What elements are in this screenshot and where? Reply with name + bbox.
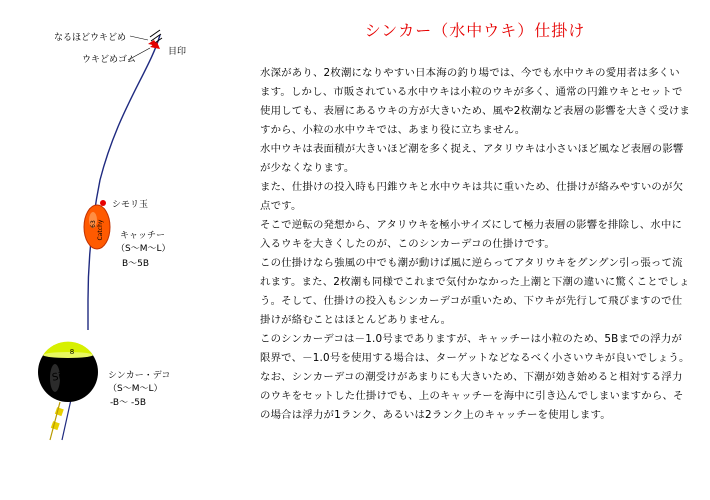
label-ukidome-gomu: ウキどめゴム [82, 55, 137, 65]
label-catcher-range: B～5B [122, 259, 150, 269]
sinker-number: 8 [69, 348, 75, 356]
label-catcher-name: キャッチー [120, 231, 166, 241]
label-mejirushi: 目印 [168, 47, 187, 57]
fishing-line [88, 35, 160, 330]
label-sinker-sizes: （S～M～L） [108, 384, 163, 394]
sinker-float-icon [38, 342, 98, 402]
label-naruhodo: なるほどウキどめ [54, 33, 127, 43]
catcher-float-icon [84, 205, 110, 249]
page-title: シンカー（水中ウキ）仕掛け [364, 21, 586, 40]
catcher-number: 63 [90, 220, 97, 228]
label-sinker-range: -B～ -5B [110, 398, 147, 408]
description-text [260, 64, 690, 425]
shimori-bead-icon [100, 200, 106, 206]
paragraph: この仕掛けなら強風の中でも潮が動けば風に逆らってアタリウキをグングン引っ張って流れます。また、2枚潮も同様でこれまで気付かなかった上潮と下潮の違いに驚くことでしょう。そして、仕掛けの投入もシンカーデコが重いため、下ウキが先行して飛びますので仕掛けが絡むことはほとんどありません。 [260, 257, 690, 326]
label-catcher-sizes: （S～M～L） [116, 244, 171, 254]
rig-diagram [0, 0, 250, 500]
paragraph: そこで逆転の発想から、アタリウキを極小サイズにして極力表層の影響を排除し、水中に入るウキを大きくしたのが、このシンカーデコの仕掛けです。 [260, 219, 683, 250]
label-shimori: シモリ玉 [112, 200, 149, 210]
paragraph: 水中ウキは表面積が大きいほど潮を多く捉え、アタリウキは小さいほど風など表層の影響が少なくなります。 [260, 143, 684, 174]
sinker-text: Sinker [51, 367, 84, 384]
paragraph: このシンカーデコは－1.0号までありますが、キャッチーは小粒のため、5Bまでの浮力が限界で、－1.0号を使用する場合は、ターゲットなどなるべく小さいウキが良いでしょう。なお、シンカーデコの潮受けがあまりにも大きいため、下潮が効き始めると相対する浮力のウキをセットした仕掛けでも、上のキャッチーを海中に引き込んでしまいますから、その場合は浮力が1ランク、あるいは2ランク上のキャッチーを使用します。 [260, 333, 690, 421]
catcher-brand: Catchy [97, 219, 104, 241]
paragraph: 水深があり、2枚潮になりやすい日本海の釣り場では、今でも水中ウキの愛用者は多くいます。しかし、市販されている水中ウキは小粒のウキが多く、通常の円錐ウキとセットで使用しても、表層にあるウキの方が大きいため、風や2枚潮など表層の影響を大きく受けますから、小粒の水中ウキでは、あまり役に立ちません。 [260, 67, 691, 136]
label-sinker-name: シンカー・デコ [108, 371, 171, 381]
paragraph: また、仕掛けの投入時も円錐ウキと水中ウキは共に重いため、仕掛けが絡みやすいのが欠点です。 [260, 181, 684, 212]
swivel-icon [50, 402, 64, 440]
